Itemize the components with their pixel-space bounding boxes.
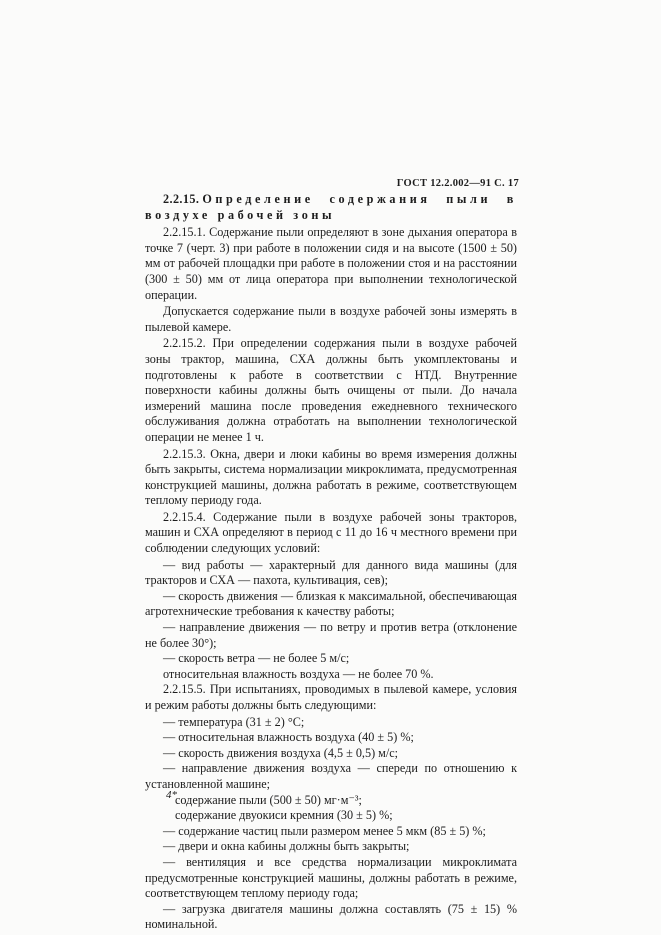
field-condition-item: — вид работы — характерный для данного вида машины (для тракторов и СХА — пахота, культивация, сев); bbox=[145, 557, 517, 588]
field-condition-item: — скорость ветра — не более 5 м/с; bbox=[163, 651, 350, 666]
chamber-condition-item: содержание двуокиси кремния (30 ± 5) %; bbox=[175, 808, 393, 823]
field-condition-item: — скорость движения — близкая к максимальной, обеспечивающая агротехнические требования к качеству работы; bbox=[145, 588, 517, 619]
chamber-condition-item: содержание пыли (500 ± 50) мг·м⁻³; bbox=[175, 792, 362, 807]
footer-mark: 4* bbox=[166, 789, 177, 801]
section-number: 2.2.15. bbox=[163, 192, 200, 206]
chamber-condition-item: — содержание частиц пыли размером менее 5 мкм (85 ± 5) %; bbox=[163, 823, 486, 838]
chamber-condition-item: — вентиляция и все средства нормализации микроклимата предусмотренные конструкцией машины, должны работать в режиме, соответствующем теплому периоду года; bbox=[145, 854, 517, 901]
chamber-condition-item: — относительная влажность воздуха (40 ± 5) %; bbox=[163, 730, 414, 745]
paragraph-dust-chamber-note: Допускается содержание пыли в воздухе рабочей зоны измерять в пылевой камере. bbox=[145, 304, 517, 334]
paragraph-2-2-15-5: 2.2.15.5. При испытаниях, проводимых в пылевой камере, условия и режим работы должны быть следующими: bbox=[145, 682, 517, 712]
field-condition-item: относительная влажность воздуха — не более 70 %. bbox=[163, 666, 434, 681]
chamber-condition-item: — направление движения воздуха — спереди по отношению к установленной машине; bbox=[145, 761, 517, 791]
paragraph-2-2-15-2: 2.2.15.2. При определении содержания пыли в воздухе рабочей зоны трактор, машина, СХА должны быть укомплектованы и подготовлены к работе в соответствии с НТД. Внутренние поверхности кабины должны быть очищены от пыли. До начала измерений машина после проведения ежедневного технического обслуживания должна отработать на выполнении технологической операции не менее 1 ч. bbox=[145, 336, 517, 444]
section-title: Определение содержания пыли в воздухе рабочей зоны bbox=[145, 192, 517, 222]
chamber-condition-item: — температура (31 ± 2) °С; bbox=[163, 714, 305, 729]
section-heading bbox=[145, 192, 517, 223]
paragraph-2-2-15-4: 2.2.15.4. Содержание пыли в воздухе рабочей зоны тракторов, машин и СХА определяют в период с 11 до 16 ч местного времени при соблюдении следующих условий: bbox=[145, 509, 517, 556]
document-body bbox=[145, 192, 517, 933]
chamber-condition-item: — двери и окна кабины должны быть закрыты; bbox=[163, 839, 410, 854]
page-header: ГОСТ 12.2.002—91 С. 17 bbox=[396, 178, 519, 189]
chamber-condition-item: — скорость движения воздуха (4,5 ± 0,5) м/с; bbox=[163, 745, 399, 760]
paragraph-2-2-15-1: 2.2.15.1. Содержание пыли определяют в зоне дыхания оператора в точке 7 (черт. 3) при работе в положении сидя и на высоте (1500 ± 50) мм от рабочей площадки при работе в положении стоя и на расстоянии (300 ± 50) мм от лица оператора при выполнении технологической операции. bbox=[145, 225, 517, 302]
chamber-condition-item: — загрузка двигателя машины должна составлять (75 ± 15) % номинальной. bbox=[145, 901, 517, 932]
paragraph-2-2-15-3: 2.2.15.3. Окна, двери и люки кабины во время измерения должны быть закрыты, система нормализации микроклимата, предусмотренная конструкцией машины, должна работать в режиме, соответствующем теплому периоду года. bbox=[145, 446, 517, 508]
field-condition-item: — направление движения — по ветру и против ветра (отклонение не более 30°); bbox=[145, 620, 517, 650]
